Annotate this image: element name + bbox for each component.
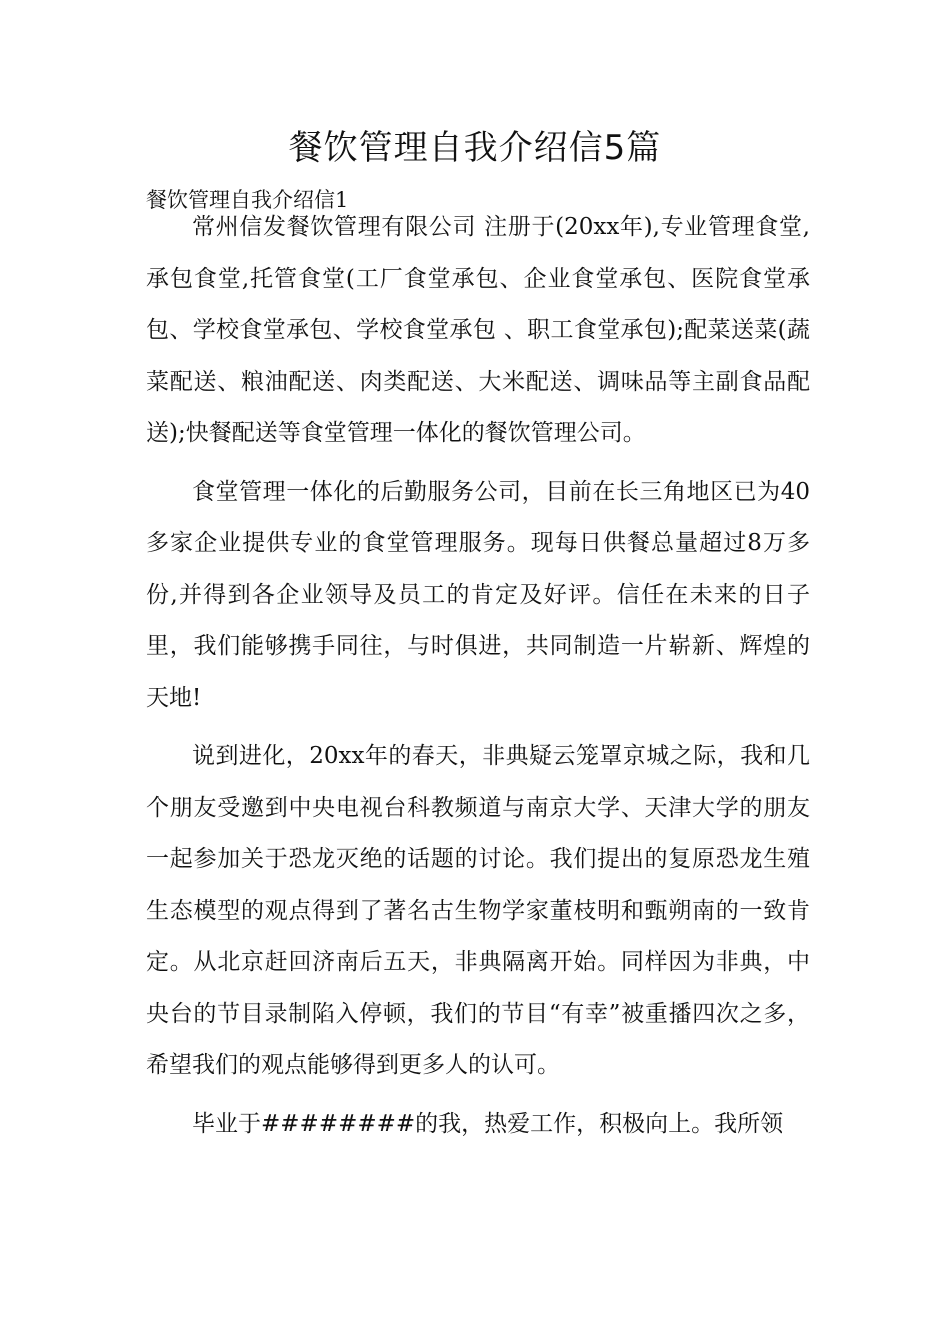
section-heading: 餐饮管理自我介绍信1: [146, 188, 349, 212]
paragraph-service-scope: 食堂管理一体化的后勤服务公司，目前在长三角地区已为40多家企业提供专业的食堂管理服务。现每日供餐总量超过8万多份,并得到各企业领导及员工的肯定及好评。信任在未来的日子里，我们能够携手同往，与时俱进，共同制造一片崭新、辉煌的天地!: [146, 478, 810, 711]
document-title: 餐饮管理自我介绍信5篇: [288, 128, 662, 168]
paragraph-graduate-intro: 毕业于########的我，热爱工作，积极向上。我所领: [192, 1110, 784, 1137]
paragraph-evolution-story: 说到进化，20xx年的春天，非典疑云笼罩京城之际，我和几个朋友受邀到中央电视台科教频道与南京大学、天津大学的朋友一起参加关于恐龙灭绝的话题的讨论。我们提出的复原恐龙生殖生态模型的观点得到了著名古生物学家董枝明和甄朔南的一致肯定。从北京赶回济南后五天，非典隔离开始。同样因为非典，中央台的节目录制陷入停顿，我们的节目“有幸”被重播四次之多，希望我们的观点能够得到更多人的认可。: [146, 743, 810, 1078]
document-body: [146, 202, 810, 1150]
paragraph-company-intro: 常州信发餐饮管理有限公司 注册于(20xx年),专业管理食堂,承包食堂,托管食堂(工厂食堂承包、企业食堂承包、医院食堂承包、学校食堂承包、学校食堂承包 、职工食堂承包);配菜送菜(蔬菜配送、粮油配送、肉类配送、大米配送、调味品等主副食品配送);快餐配送等食堂管理一体化的餐饮管理公司。: [146, 214, 810, 446]
